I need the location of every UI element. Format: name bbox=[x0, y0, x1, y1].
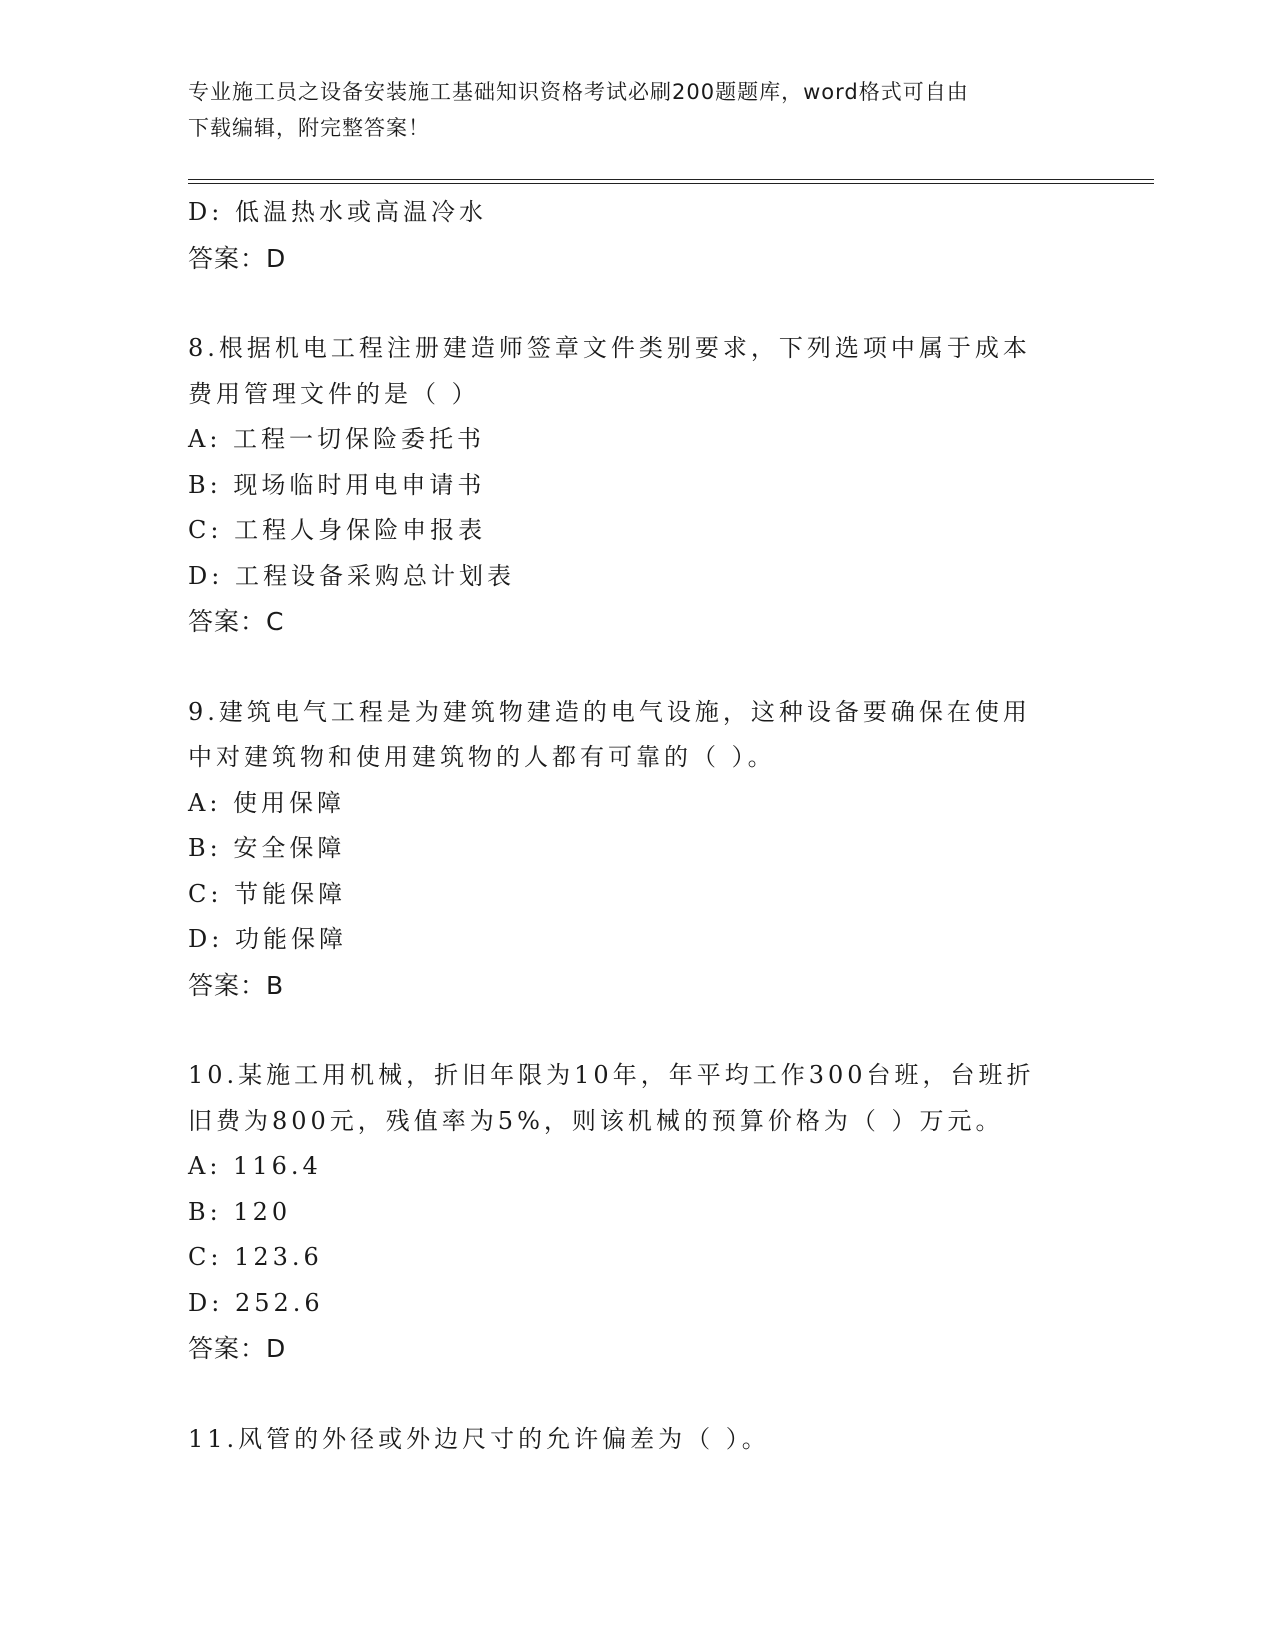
question-stem-line-2: 费用管理文件的是（ ） bbox=[188, 379, 480, 408]
answer-line: 答案：B bbox=[188, 970, 285, 1000]
header-divider-top bbox=[188, 179, 1154, 180]
answer-line: 答案：D bbox=[188, 1334, 287, 1363]
answer-line: 答案：C bbox=[188, 607, 285, 636]
option-c: C: 工程人身保险申报表 bbox=[188, 516, 487, 544]
option-a: A: 116.4 bbox=[188, 1152, 322, 1180]
option-d: D: 功能保障 bbox=[188, 925, 347, 953]
option-b: B: 现场临时用电申请书 bbox=[188, 470, 486, 499]
option-d: D: 工程设备采购总计划表 bbox=[188, 561, 515, 590]
question-stem-line-2: 旧费为800元，残值率为5%，则该机械的预算价格为（ ）万元。 bbox=[188, 1106, 1004, 1135]
option-c: C: 123.6 bbox=[188, 1243, 323, 1271]
question-11 bbox=[188, 1417, 1068, 1463]
question-stem-line-2: 中对建筑物和使用建筑物的人都有可靠的（ ）。 bbox=[188, 743, 776, 771]
question-9 bbox=[188, 690, 1068, 1009]
question-10 bbox=[188, 1053, 1068, 1372]
answer-line: 答案：D bbox=[188, 243, 287, 273]
question-7-tail bbox=[188, 190, 1068, 281]
question-8 bbox=[188, 326, 1068, 645]
question-stem-line-1: 11.风管的外径或外边尺寸的允许偏差为（ ）。 bbox=[188, 1424, 770, 1453]
question-stem-line-1: 9.建筑电气工程是为建筑物建造的电气设施，这种设备要确保在使用 bbox=[188, 697, 1031, 726]
header-divider-bottom bbox=[188, 183, 1154, 184]
option-a: A: 工程一切保险委托书 bbox=[188, 425, 486, 453]
option-d: D: 252.6 bbox=[188, 1288, 324, 1317]
option-b: B: 120 bbox=[188, 1197, 292, 1226]
document-header bbox=[188, 74, 1088, 146]
option-a: A: 使用保障 bbox=[188, 788, 346, 817]
header-title-line-1: 专业施工员之设备安装施工基础知识资格考试必刷200题题库，word格式可自由 bbox=[188, 80, 969, 104]
option-d: D: 低温热水或高温冷水 bbox=[188, 198, 487, 226]
option-c: C: 节能保障 bbox=[188, 879, 347, 908]
option-b: B: 安全保障 bbox=[188, 834, 346, 862]
question-stem-line-1: 10.某施工用机械，折旧年限为10年，年平均工作300台班，台班折 bbox=[188, 1061, 1035, 1089]
header-title-line-2: 下载编辑，附完整答案！ bbox=[188, 116, 430, 140]
question-stem-line-1: 8.根据机电工程注册建造师签章文件类别要求，下列选项中属于成本 bbox=[188, 334, 1031, 362]
question-list bbox=[188, 190, 1068, 1462]
